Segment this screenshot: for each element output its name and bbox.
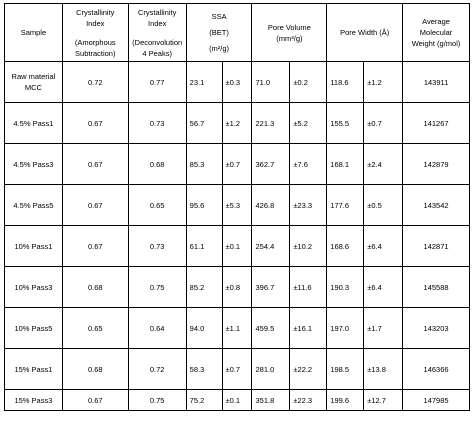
- cell-molecular-weight: 141267: [403, 103, 470, 144]
- cell-ci-amorphous: 0.68: [62, 349, 128, 390]
- cell-ci-deconvolution: 0.68: [128, 144, 186, 185]
- cell-pore-volume-error: ±22.3: [290, 390, 327, 411]
- cell-molecular-weight: 143542: [403, 185, 470, 226]
- table-row: [5, 103, 470, 144]
- cell-pore-volume: 396.7: [252, 267, 290, 308]
- header-ci-deconvolution: [128, 4, 186, 62]
- cell-molecular-weight: 142879: [403, 144, 470, 185]
- cell-pore-volume-error: ±16.1: [290, 308, 327, 349]
- cell-molecular-weight: 143203: [403, 308, 470, 349]
- cell-pore-width: 198.5: [327, 349, 364, 390]
- cell-ssa: 61.1: [186, 226, 222, 267]
- cell-ssa-error: ±0.8: [222, 267, 252, 308]
- cell-pore-volume-error: ±7.6: [290, 144, 327, 185]
- header-ci-deconv-l2: Index: [147, 18, 167, 28]
- cell-pore-width-error: ±2.4: [364, 144, 403, 185]
- header-pore-volume: [252, 4, 327, 62]
- cell-ci-deconvolution: 0.73: [128, 226, 186, 267]
- cell-ci-deconvolution: 0.75: [128, 390, 186, 411]
- cell-pore-volume: 351.8: [252, 390, 290, 411]
- cell-molecular-weight: 142871: [403, 226, 470, 267]
- cell-pore-width: 199.6: [327, 390, 364, 411]
- header-ssa: [186, 4, 252, 62]
- cell-pore-volume: 426.8: [252, 185, 290, 226]
- cell-pore-volume: 281.0: [252, 349, 290, 390]
- cell-sample: 4.5% Pass1: [5, 103, 63, 144]
- header-pv-l1: Pore Volume: [267, 22, 311, 32]
- cell-pore-width-error: ±1.2: [364, 62, 403, 103]
- header-molecular-weight: [403, 4, 470, 62]
- header-ci-deconv-l4: 4 Peaks): [142, 48, 172, 58]
- cell-sample: 15% Pass3: [5, 390, 63, 411]
- cell-ssa: 75.2: [186, 390, 222, 411]
- cell-pore-width: 168.1: [327, 144, 364, 185]
- cell-ci-deconvolution: 0.65: [128, 185, 186, 226]
- cell-pore-volume: 459.5: [252, 308, 290, 349]
- cell-ci-deconvolution: 0.75: [128, 267, 186, 308]
- header-mw-l2: Weight (g/mol): [411, 39, 461, 48]
- cell-pore-width: 118.6: [327, 62, 364, 103]
- cell-sample: 4.5% Pass3: [5, 144, 63, 185]
- cell-pore-volume-error: ±23.3: [290, 185, 327, 226]
- table-row: [5, 144, 470, 185]
- cell-pore-volume-error: ±11.6: [290, 267, 327, 308]
- header-ci-amorphous-l2: Index: [86, 18, 105, 28]
- cell-molecular-weight: 143911: [403, 62, 470, 103]
- cell-ssa-error: ±1.2: [222, 103, 252, 144]
- cell-ci-amorphous: 0.72: [62, 62, 128, 103]
- cell-ssa-error: ±0.1: [222, 226, 252, 267]
- cell-pore-width-error: ±0.5: [364, 185, 403, 226]
- cell-molecular-weight: 145588: [403, 267, 470, 308]
- header-mw-l1: Average Molecular: [419, 17, 453, 37]
- cell-ci-deconvolution: 0.77: [128, 62, 186, 103]
- cell-sample: 10% Pass1: [5, 226, 63, 267]
- cell-ssa-error: ±0.1: [222, 390, 252, 411]
- cell-pore-volume: 221.3: [252, 103, 290, 144]
- cell-pore-volume-error: ±10.2: [290, 226, 327, 267]
- header-ci-amorphous-l3: (Amorphous: [74, 37, 116, 47]
- cell-ssa-error: ±5.3: [222, 185, 252, 226]
- header-ci-amorphous: [62, 4, 128, 62]
- cell-ci-deconvolution: 0.64: [128, 308, 186, 349]
- cell-ssa: 94.0: [186, 308, 222, 349]
- cell-pore-width: 168.6: [327, 226, 364, 267]
- header-row: [5, 4, 470, 62]
- cell-sample: 10% Pass5: [5, 308, 63, 349]
- cell-pore-volume: 362.7: [252, 144, 290, 185]
- cell-ssa: 58.3: [186, 349, 222, 390]
- header-ssa-l3: (m²/g): [209, 44, 230, 53]
- cell-ci-amorphous: 0.67: [62, 185, 128, 226]
- cell-ci-amorphous: 0.68: [62, 267, 128, 308]
- cell-pore-volume-error: ±5.2: [290, 103, 327, 144]
- cell-ssa: 85.2: [186, 267, 222, 308]
- cell-ci-amorphous: 0.67: [62, 226, 128, 267]
- header-pore-width: Pore Width (Å): [327, 4, 403, 62]
- table-row: [5, 226, 470, 267]
- cell-ci-amorphous: 0.67: [62, 144, 128, 185]
- cell-pore-width-error: ±1.7: [364, 308, 403, 349]
- cell-ci-deconvolution: 0.72: [128, 349, 186, 390]
- cell-pore-width: 177.6: [327, 185, 364, 226]
- cell-sample: Raw material MCC: [5, 62, 63, 103]
- cell-sample: 4.5% Pass5: [5, 185, 63, 226]
- cell-molecular-weight: 147985: [403, 390, 470, 411]
- cell-pore-width-error: ±6.4: [364, 226, 403, 267]
- table-body: [5, 62, 470, 411]
- header-ssa-l1: SSA: [211, 12, 227, 21]
- cell-pore-volume-error: ±22.2: [290, 349, 327, 390]
- header-sample: Sample: [5, 4, 63, 62]
- cell-ssa: 56.7: [186, 103, 222, 144]
- header-pv-l2: (mm³/g): [276, 33, 303, 43]
- cell-ssa-error: ±0.7: [222, 144, 252, 185]
- cell-pore-volume: 71.0: [252, 62, 290, 103]
- table-row: [5, 62, 470, 103]
- cell-ssa: 85.3: [186, 144, 222, 185]
- cell-pore-width-error: ±6.4: [364, 267, 403, 308]
- cell-pore-width-error: ±0.7: [364, 103, 403, 144]
- cell-sample: 15% Pass1: [5, 349, 63, 390]
- cell-pore-width-error: ±13.8: [364, 349, 403, 390]
- cell-ci-amorphous: 0.67: [62, 103, 128, 144]
- cell-pore-width: 197.0: [327, 308, 364, 349]
- header-ssa-l2: (BET): [209, 28, 229, 37]
- table-row: [5, 185, 470, 226]
- cell-molecular-weight: 146366: [403, 349, 470, 390]
- cell-pore-width: 155.5: [327, 103, 364, 144]
- cell-ssa: 23.1: [186, 62, 222, 103]
- cell-sample: 10% Pass3: [5, 267, 63, 308]
- table-row: [5, 267, 470, 308]
- cell-pore-width-error: ±12.7: [364, 390, 403, 411]
- header-ci-amorphous-l1: Crystallinity: [76, 7, 115, 17]
- header-ci-deconv-l3: (Deconvolution: [132, 37, 183, 47]
- cell-pore-volume-error: ±0.2: [290, 62, 327, 103]
- cell-ssa: 95.6: [186, 185, 222, 226]
- cell-ssa-error: ±1.1: [222, 308, 252, 349]
- cell-ssa-error: ±0.7: [222, 349, 252, 390]
- cell-ssa-error: ±0.3: [222, 62, 252, 103]
- cell-ci-amorphous: 0.67: [62, 390, 128, 411]
- header-ci-deconv-l1: Crystallinity: [138, 7, 177, 17]
- table-row: [5, 390, 470, 411]
- cell-ci-amorphous: 0.65: [62, 308, 128, 349]
- table-row: [5, 308, 470, 349]
- cell-ci-deconvolution: 0.73: [128, 103, 186, 144]
- data-table: [4, 3, 470, 411]
- cell-pore-width: 190.3: [327, 267, 364, 308]
- table-row: [5, 349, 470, 390]
- cell-pore-volume: 254.4: [252, 226, 290, 267]
- header-ci-amorphous-l4: Subtraction): [75, 48, 116, 58]
